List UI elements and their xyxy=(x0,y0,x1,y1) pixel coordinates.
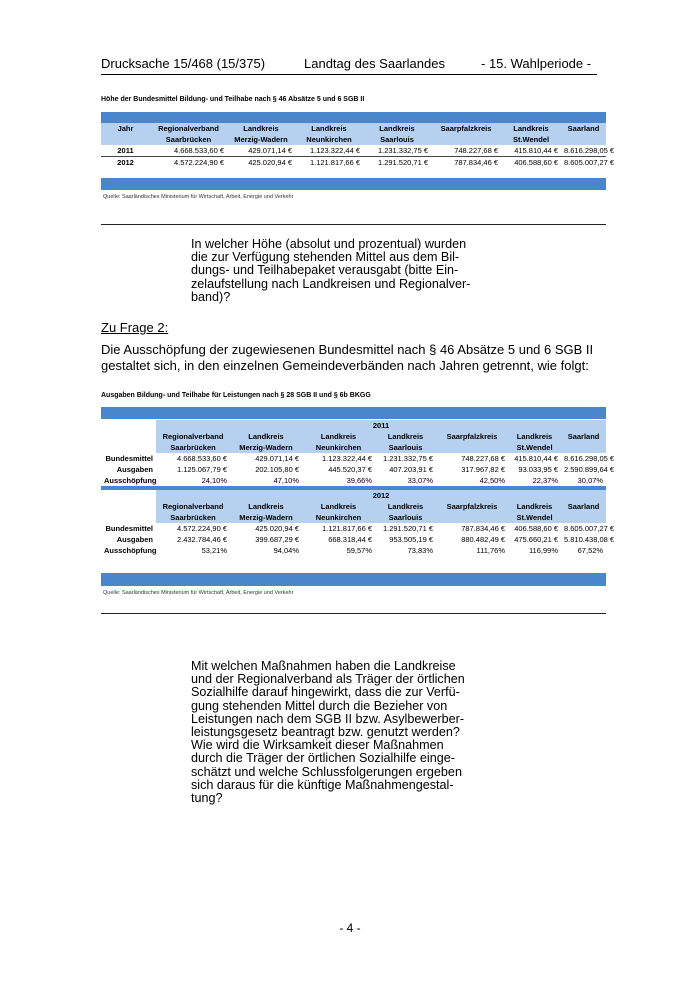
table2-caption: Ausgaben Bildung- und Teilhabe für Leistungen nach § 28 SGB II und § 6b BKGG xyxy=(101,392,371,399)
question1-line: In welcher Höhe (absolut und prozentual) wurden xyxy=(191,237,467,251)
table2-cell: 4.572.224,90 € xyxy=(176,524,227,533)
table2-col-1-l2: Merzig-Wadern xyxy=(230,442,302,453)
question3-line: sich daraus für die künftige Maßnahmengestal- xyxy=(191,777,454,792)
table1-col-1-l1: Regionalverband xyxy=(150,123,227,134)
table2-cell: 8.605.007,27 € xyxy=(564,524,615,533)
table2-rule xyxy=(101,613,606,614)
table2-col-0-l2: Saarbrücken xyxy=(156,512,230,523)
table2-cell: 5.810.438,08 € xyxy=(564,535,615,544)
table2-col-0-l1: Regionalverband xyxy=(156,431,230,442)
header-periode: - 15. Wahlperiode - xyxy=(481,56,592,71)
table1-cell: 1.121.817,66 € xyxy=(309,158,360,167)
question3-line: schätzt und welche Schlussfolgerungen ergeben xyxy=(191,764,462,779)
table1-cell: 4.572.224,90 € xyxy=(173,158,224,167)
page-number: - 4 - xyxy=(339,921,361,935)
table2-cell: 668.318,44 € xyxy=(328,535,372,544)
table2-cell: 425.020,94 € xyxy=(255,524,299,533)
table1-col-4-l1: Landkreis xyxy=(363,123,431,134)
question1-line: die zur Verfügung stehenden Mittel aus dem Bil- xyxy=(191,250,460,265)
table1-year: 2011 xyxy=(117,146,134,155)
table1-col-6-l1: Landkreis xyxy=(501,123,561,134)
table1-col-5-l1: Saarpfalzkreis xyxy=(431,123,501,134)
header-drucksache: Drucksache 15/468 (15/375) xyxy=(101,56,266,71)
table2-cell: 787.834,46 € xyxy=(461,524,505,533)
table2-cell: 116,99% xyxy=(528,546,558,555)
table2-cell: 30,07% xyxy=(577,476,604,485)
table2-year-row xyxy=(101,490,606,501)
table2-cell: 429.071,14 € xyxy=(255,454,299,463)
table1-col-5-l2 xyxy=(431,134,501,145)
question1-line: dungs- und Teilhabepaket verausgabt (bitte Ein- xyxy=(191,263,459,278)
table2-cell: 47,10% xyxy=(273,476,299,485)
table2-col-5-l2: St.Wendel xyxy=(508,442,561,453)
table1-cell: 415.810,44 € xyxy=(514,146,558,155)
question1 xyxy=(191,238,470,304)
table1-cell: 8.605.007,27 € xyxy=(564,158,615,167)
answer2-line: Die Ausschöpfung der zugewiesenen Bundesmittel nach § 46 Absätze 5 und 6 SGB II xyxy=(101,342,594,357)
question3-line: Leistungen nach dem SGB II bzw. Asylbewerber- xyxy=(191,711,465,726)
table2-col-5-l1: Landkreis xyxy=(508,501,561,512)
table2-col-4-l2 xyxy=(436,442,508,453)
table2-row-label: Ausgaben xyxy=(116,465,153,474)
answer2-line: gestaltet sich, in den einzelnen Gemeindeverbänden nach Jahren getrennt, wie folgt: xyxy=(101,358,589,373)
table2-year-2011: 2011 xyxy=(156,420,606,431)
table1-cell: 8.616.298,05 € xyxy=(564,146,615,155)
table2-cell: 73,83% xyxy=(407,546,433,555)
table1-col-1-l2: Saarbrücken xyxy=(150,134,227,145)
table2-cell: 1.121.817,66 € xyxy=(321,524,372,533)
table1-col-2-l1: Landkreis xyxy=(227,123,295,134)
table2-cell: 24,10% xyxy=(201,476,227,485)
table2-cell: 407.203,91 € xyxy=(389,465,433,474)
question3-line: tung? xyxy=(191,791,223,806)
table2-col-0-l1: Regionalverband xyxy=(156,501,230,512)
question3 xyxy=(191,660,465,805)
table2-col-2-l1: Landkreis xyxy=(302,501,375,512)
table2-cell: 59,57% xyxy=(346,546,372,555)
table2-cell: 1.291.520,71 € xyxy=(382,524,433,533)
table2-row-ausgaben-2011 xyxy=(101,464,606,475)
table2-cell: 317.967,82 € xyxy=(461,465,505,474)
table2-cell: 39,66% xyxy=(346,476,372,485)
table2-col-5-l1: Landkreis xyxy=(508,431,561,442)
table2-col-4-l2 xyxy=(436,512,508,523)
header-landtag: Landtag des Saarlandes xyxy=(304,56,445,71)
table2-source: Quelle: Saarländisches Ministerium für Wirtschaft, Arbeit, Energie und Verkehr xyxy=(103,590,294,596)
table1-header-row-1 xyxy=(101,123,606,134)
table2-col-3-l1: Landkreis xyxy=(375,431,436,442)
table2-year-row xyxy=(101,420,606,431)
table1-col-7-l2 xyxy=(561,134,606,145)
question3-line: Wie wird die Wirksamkeit dieser Maßnahmen xyxy=(191,738,444,753)
table1-col-0-l2 xyxy=(101,134,150,145)
question1-line: zelaufstellung nach Landkreisen und Regionalver- xyxy=(191,276,471,291)
table2-col-0-l2: Saarbrücken xyxy=(156,442,230,453)
table1-cell: 748.227,68 € xyxy=(454,146,498,155)
table2-top-band xyxy=(101,407,606,419)
table2-cell: 111,76% xyxy=(476,546,505,555)
table2-cell: 1.125.067,79 € xyxy=(176,465,227,474)
question1-line: band)? xyxy=(191,289,231,304)
table2-row-label: Ausgaben xyxy=(116,535,153,544)
table2-col-1-l1: Landkreis xyxy=(230,501,302,512)
table2-cell: 33,07% xyxy=(407,476,433,485)
table1-cell: 1.231.332,75 € xyxy=(377,146,428,155)
table2-cell: 202.105,80 € xyxy=(255,465,299,474)
table1-row-2012 xyxy=(101,157,606,169)
table2-cell: 2.590.899,64 € xyxy=(564,465,615,474)
table2-cell: 22,37% xyxy=(532,476,558,485)
answer2-heading: Zu Frage 2: xyxy=(101,320,169,335)
table2-year-2012: 2012 xyxy=(156,490,606,501)
table2-col-4-l1: Saarpfalzkreis xyxy=(436,501,508,512)
table2-row-label: Ausschöpfung xyxy=(104,476,157,485)
table2-cell: 67,52% xyxy=(577,546,604,555)
table1-cell: 429.071,14 € xyxy=(248,146,292,155)
table1-bottom-band xyxy=(101,178,606,190)
table2-col-3-l1: Landkreis xyxy=(375,501,436,512)
table1-col-7-l1: Saarland xyxy=(561,123,606,134)
table2-cell: 953.505,19 € xyxy=(389,535,433,544)
table2-cell: 42,50% xyxy=(479,476,505,485)
table2-col-4-l1: Saarpfalzkreis xyxy=(436,431,508,442)
table1-caption: Höhe der Bundesmittel Bildung- und Teilhabe nach § 46 Absätze 5 und 6 SGB II xyxy=(101,96,365,103)
table2-col-6-l1: Saarland xyxy=(561,501,606,512)
table2-cell: 1.231.332,75 € xyxy=(382,454,433,463)
table1-cell: 1.123.322,44 € xyxy=(309,146,360,155)
table2-row-label: Bundesmittel xyxy=(105,454,153,463)
table2 xyxy=(101,420,615,556)
table1 xyxy=(101,123,615,168)
table1-cell: 425.020,94 € xyxy=(248,158,292,167)
table2-cell: 8.616.298,05 € xyxy=(564,454,615,463)
question3-line: Mit welchen Maßnahmen haben die Landkreise xyxy=(191,659,456,673)
table1-row-2011 xyxy=(101,145,606,157)
table2-cell: 880.482,49 € xyxy=(461,535,505,544)
table1-col-6-l2: St.Wendel xyxy=(501,134,561,145)
table1-header-row-2 xyxy=(101,134,606,145)
table2-header-row-2 xyxy=(101,442,606,453)
table2-col-5-l2: St.Wendel xyxy=(508,512,561,523)
table1-col-3-l1: Landkreis xyxy=(295,123,363,134)
table2-col-3-l2: Saarlouis xyxy=(375,512,436,523)
table2-row-bundesmittel-2011 xyxy=(101,453,606,464)
table2-header-row-1 xyxy=(101,431,606,442)
table2-row-ausgaben-2012 xyxy=(101,534,606,545)
table1-source: Quelle: Saarländisches Ministerium für Wirtschaft, Arbeit, Energie und Verkehr xyxy=(103,194,294,200)
table2-row-label: Ausschöpfung xyxy=(104,546,157,555)
table2-cell: 445.520,37 € xyxy=(328,465,372,474)
table2-col-3-l2: Saarlouis xyxy=(375,442,436,453)
page-header xyxy=(101,56,597,75)
table1-cell: 406.588,60 € xyxy=(514,158,558,167)
table2-row-ausschoepfung-2012 xyxy=(101,545,606,556)
table2-bottom-band xyxy=(101,573,606,586)
question3-line: gung stehenden Mittel durch die Bezieher von xyxy=(191,698,448,713)
table2-cell: 1.123.322,44 € xyxy=(321,454,372,463)
table1-cell: 4.668.533,60 € xyxy=(173,146,224,155)
table2-cell: 748.227,68 € xyxy=(461,454,505,463)
table1-year: 2012 xyxy=(117,158,134,167)
table1-col-2-l2: Merzig-Wadern xyxy=(227,134,295,145)
table2-col-2-l2: Neunkirchen xyxy=(302,512,375,523)
table2-col-2-l2: Neunkirchen xyxy=(302,442,375,453)
table2-col-6-l2 xyxy=(561,512,606,523)
table2-cell: 53,21% xyxy=(201,546,227,555)
table1-cell: 1.291.520,71 € xyxy=(377,158,428,167)
table2-header-row-1 xyxy=(101,501,606,512)
table2-cell: 2.432.784,46 € xyxy=(176,535,227,544)
table1-rule xyxy=(101,224,606,225)
table2-col-1-l1: Landkreis xyxy=(230,431,302,442)
table1-col-3-l2: Neunkirchen xyxy=(295,134,363,145)
table2-row-bundesmittel-2012 xyxy=(101,523,606,534)
question3-line: Sozialhilfe darauf hingewirkt, dass die zur Verfü- xyxy=(191,685,460,700)
table2-cell: 475.660,21 € xyxy=(514,535,558,544)
table1-col-0-l1: Jahr xyxy=(101,123,150,134)
question3-line: durch die Träger der örtlichen Sozialhilfe einge- xyxy=(191,751,455,766)
table1-col-4-l2: Saarlouis xyxy=(363,134,431,145)
table2-cell: 93.033,95 € xyxy=(518,465,558,474)
table2-row-label: Bundesmittel xyxy=(105,524,153,533)
question3-line: und der Regionalverband als Träger der örtlichen xyxy=(191,672,465,687)
table2-col-2-l1: Landkreis xyxy=(302,431,375,442)
table2-cell: 406.588,60 € xyxy=(514,524,558,533)
table2-col-6-l2 xyxy=(561,442,606,453)
table1-cell: 787.834,46 € xyxy=(454,158,498,167)
table2-cell: 94,04% xyxy=(273,546,299,555)
table1-top-band xyxy=(101,112,606,123)
table2-cell: 415.810,44 € xyxy=(514,454,558,463)
question3-line: leistungsgesetz beantragt bzw. genutzt werden? xyxy=(191,725,460,740)
table2-row-ausschoepfung-2011 xyxy=(101,475,606,486)
table2-header-row-2 xyxy=(101,512,606,523)
table2-cell: 399.687,29 € xyxy=(255,535,299,544)
table2-col-6-l1: Saarland xyxy=(561,431,606,442)
table2-cell: 4.668.533,60 € xyxy=(176,454,227,463)
table2-col-1-l2: Merzig-Wadern xyxy=(230,512,302,523)
